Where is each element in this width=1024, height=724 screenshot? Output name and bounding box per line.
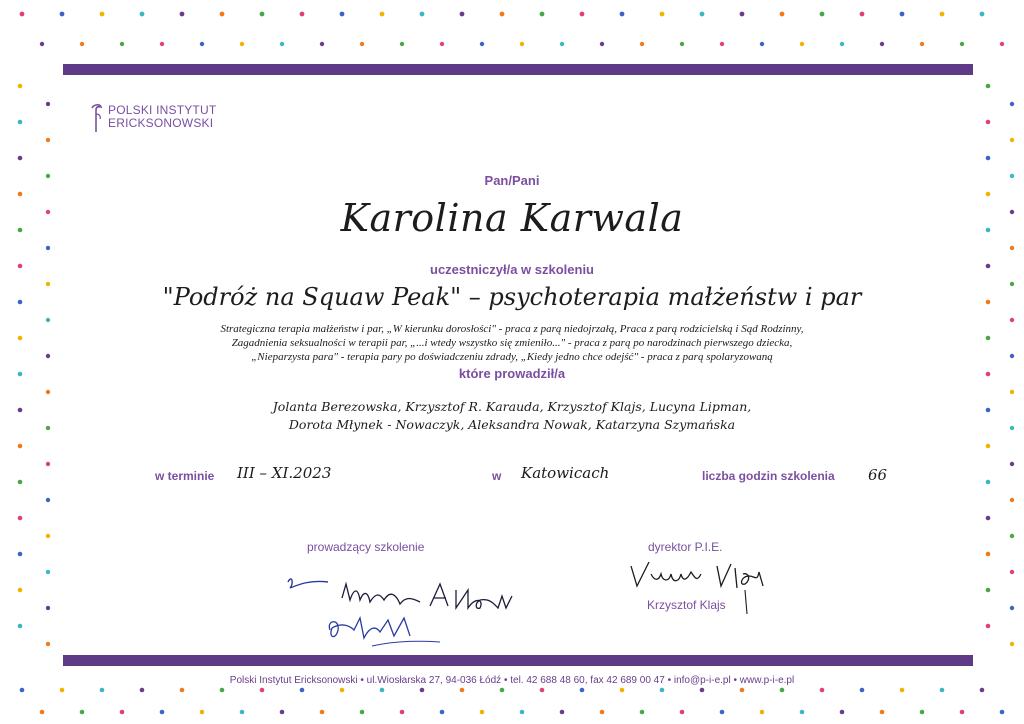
border-dot	[440, 710, 445, 715]
border-dot	[900, 688, 905, 693]
border-dot	[380, 12, 385, 17]
border-dot	[680, 42, 684, 46]
bird-logo-icon	[88, 102, 106, 138]
border-dot	[260, 688, 265, 693]
border-dot	[160, 710, 165, 715]
border-dot	[800, 42, 804, 46]
border-dot	[920, 42, 924, 46]
border-dot	[480, 42, 484, 46]
border-dot	[640, 42, 644, 46]
border-dot	[740, 688, 745, 693]
border-dot	[46, 102, 50, 106]
border-dot	[100, 12, 105, 17]
border-dot	[140, 688, 145, 693]
border-dot	[260, 12, 265, 17]
border-dot	[1010, 462, 1014, 466]
border-dot	[100, 688, 105, 693]
border-dot	[820, 12, 825, 17]
border-dot	[780, 12, 785, 17]
border-dot	[18, 444, 23, 449]
border-dot	[1000, 42, 1004, 46]
border-dot	[340, 688, 345, 693]
border-dot	[986, 120, 991, 125]
border-dot	[920, 710, 925, 715]
border-dot	[180, 688, 185, 693]
description-line: Zagadnienia seksualności w terapii par, „...i wtedy wszystko się zmieniło..." - praca z parą po narodzinach pierwszego dziecka,	[231, 337, 793, 349]
border-dot	[986, 516, 991, 521]
border-dot	[840, 42, 844, 46]
director-name: Krzysztof Klajs	[647, 598, 726, 612]
director-handwritten-signature	[625, 552, 775, 622]
border-dot	[840, 710, 845, 715]
border-dot	[1010, 606, 1014, 610]
hours-value: 66	[868, 466, 888, 484]
border-dot	[120, 42, 124, 46]
trainers-handwritten-signatures	[280, 560, 540, 660]
logo-line-2: ERICKSONOWSKI	[108, 116, 214, 130]
border-dot	[40, 710, 45, 715]
led-by-label: które prowadził/a	[458, 366, 566, 381]
description-line: Strategiczna terapia małżeństw i par, „W kierunku dorosłości" - praca z parą niedojrzałą, Praca z parą rodzicielską i Sąd Rodzinny,	[220, 323, 804, 335]
border-dot	[860, 12, 865, 17]
border-dot	[18, 624, 23, 629]
course-title: "Podróż na Squaw Peak" – psychoterapia małżeństw i par	[162, 283, 862, 311]
border-dot	[46, 642, 50, 646]
border-dot	[660, 688, 665, 693]
border-dot	[1010, 138, 1014, 142]
border-dot	[140, 12, 145, 17]
border-dot	[60, 12, 65, 17]
border-dot	[18, 588, 23, 593]
border-dot	[46, 606, 50, 610]
border-dot	[986, 552, 991, 557]
border-dot	[986, 444, 991, 449]
border-dot	[980, 688, 985, 693]
footer-contact: Polski Instytut Ericksonowski • ul.Wiosłarska 27, 94-036 Łódź • tel. 42 688 48 60, fax 42 689 00 47 • info@p-i-e.pl • www.p-i-e.pl	[229, 675, 795, 686]
course-description	[0, 322, 1024, 364]
border-dot	[420, 688, 425, 693]
border-dot	[1010, 390, 1014, 394]
description-line: „Nieparzysta para" - terapia pary po doświadczeniu zdrady, „Kiedy jedno chce odejść" - praca z parą spolaryzowaną	[251, 351, 773, 363]
border-dot	[820, 688, 825, 693]
border-dot	[20, 12, 25, 17]
border-dot	[160, 42, 164, 46]
border-dot	[240, 710, 245, 715]
border-dot	[60, 688, 65, 693]
border-dot	[986, 480, 991, 485]
border-dot	[46, 462, 50, 466]
border-dot	[46, 246, 50, 250]
border-dot	[960, 42, 964, 46]
border-dot	[18, 552, 23, 557]
border-dot	[500, 688, 505, 693]
term-label: w terminie	[155, 469, 215, 483]
border-dot	[700, 688, 705, 693]
border-dot	[540, 688, 545, 693]
border-dot	[640, 710, 645, 715]
border-dot	[860, 688, 865, 693]
border-dot	[200, 42, 204, 46]
border-dot	[46, 534, 50, 538]
border-dot	[800, 710, 805, 715]
border-dot	[460, 688, 465, 693]
hours-label: liczba godzin szkolenia	[702, 469, 835, 483]
border-dot	[40, 42, 44, 46]
border-dot	[240, 42, 244, 46]
place-value: Katowicach	[521, 464, 610, 482]
border-dot	[340, 12, 345, 17]
border-dot	[986, 624, 991, 629]
border-dot	[420, 12, 425, 17]
border-dot	[18, 120, 23, 125]
border-dot	[360, 42, 364, 46]
border-dot	[220, 688, 225, 693]
border-dot	[480, 710, 485, 715]
participated-label: uczestniczył/a w szkoleniu	[430, 262, 594, 277]
border-dot	[500, 12, 505, 17]
border-dot	[680, 710, 685, 715]
logo-line-1: POLSKI INSTYTUT	[108, 103, 217, 117]
border-dot	[18, 84, 23, 89]
border-dot	[460, 12, 465, 17]
trainers-signature-label: prowadzący szkolenie	[307, 540, 425, 554]
border-dot	[200, 710, 205, 715]
border-dot	[900, 12, 905, 17]
border-dot	[540, 12, 545, 17]
border-dot	[46, 138, 50, 142]
director-signature-label: dyrektor P.I.E.	[648, 540, 723, 554]
border-dot	[400, 710, 405, 715]
border-dot	[18, 480, 23, 485]
border-dot	[46, 390, 50, 394]
border-dot	[960, 710, 965, 715]
border-dot	[320, 710, 325, 715]
border-dot	[1010, 642, 1014, 646]
border-dot	[46, 570, 50, 574]
term-value: III – XI.2023	[237, 464, 332, 482]
border-dot	[520, 710, 525, 715]
place-label: w	[492, 469, 502, 483]
border-dot	[20, 688, 25, 693]
border-dot	[580, 12, 585, 17]
border-dot	[620, 12, 625, 17]
border-dot	[1010, 498, 1014, 502]
border-dot	[320, 42, 324, 46]
border-dot	[300, 12, 305, 17]
border-dot	[300, 688, 305, 693]
border-dot	[80, 42, 84, 46]
border-dot	[980, 12, 985, 17]
border-dot	[880, 42, 884, 46]
border-dot	[120, 710, 125, 715]
border-dot	[720, 42, 724, 46]
border-dot	[440, 42, 444, 46]
border-dot	[1000, 710, 1005, 715]
border-dot	[600, 42, 604, 46]
recipient-name: Karolina Karwala	[340, 196, 684, 240]
border-dot	[1010, 570, 1014, 574]
border-dot	[220, 12, 225, 17]
border-dot	[1010, 534, 1014, 538]
border-dot	[880, 710, 885, 715]
border-dot	[600, 710, 605, 715]
border-dot	[18, 156, 23, 161]
border-dot	[620, 688, 625, 693]
border-dot	[700, 12, 705, 17]
border-dot	[760, 42, 764, 46]
border-dot	[986, 588, 991, 593]
border-dot	[986, 156, 991, 161]
border-dot	[1010, 246, 1014, 250]
institute-logo	[88, 102, 216, 138]
border-dot	[280, 710, 285, 715]
trainers-list	[0, 398, 1024, 434]
border-dot	[940, 688, 945, 693]
border-dot	[18, 516, 23, 521]
border-dot	[720, 710, 725, 715]
border-dot	[360, 710, 365, 715]
border-dot	[560, 710, 565, 715]
border-dot	[740, 12, 745, 17]
border-dot	[1010, 102, 1014, 106]
trainers-line: Jolanta Berezowska, Krzysztof R. Karauda, Krzysztof Klajs, Lucyna Lipman,	[272, 399, 752, 414]
border-dot	[46, 498, 50, 502]
trainers-line: Dorota Młynek - Nowaczyk, Aleksandra Nowak, Katarzyna Szymańska	[288, 417, 736, 432]
border-dot	[986, 84, 991, 89]
border-dot	[780, 688, 785, 693]
border-dot	[660, 12, 665, 17]
border-dot	[560, 42, 564, 46]
border-dot	[580, 688, 585, 693]
top-purple-band	[63, 64, 973, 75]
border-dot	[380, 688, 385, 693]
border-dot	[940, 12, 945, 17]
border-dot	[400, 42, 404, 46]
border-dot	[520, 42, 524, 46]
border-dot	[760, 710, 765, 715]
border-dot	[180, 12, 185, 17]
border-dot	[280, 42, 284, 46]
border-dot	[80, 710, 85, 715]
salutation: Pan/Pani	[484, 173, 540, 188]
